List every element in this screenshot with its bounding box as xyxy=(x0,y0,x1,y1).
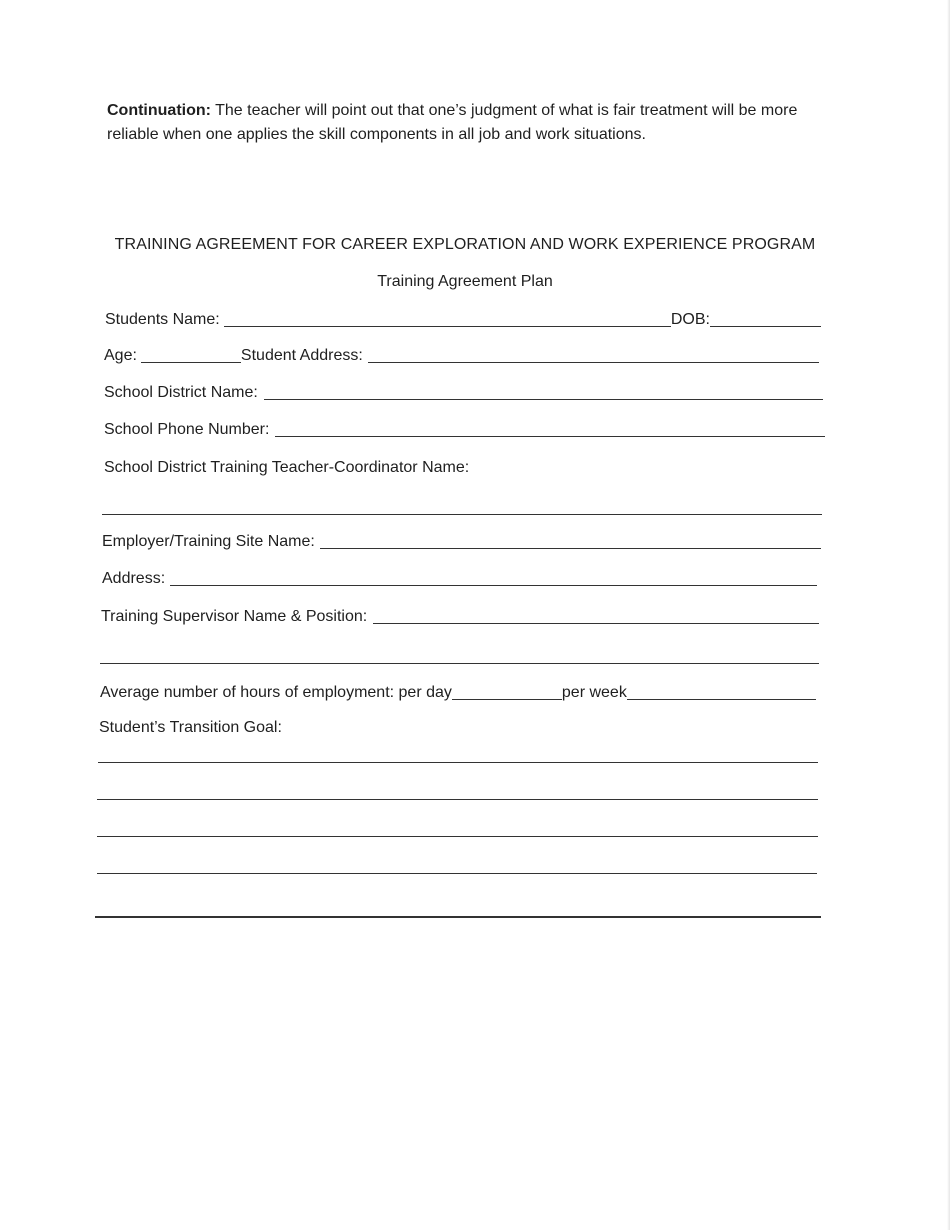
continuation-paragraph xyxy=(107,99,827,147)
student-address-field[interactable] xyxy=(368,361,819,363)
coordinator-label: School District Training Teacher-Coordinator Name: xyxy=(104,459,470,476)
hours-per-day-label: Average number of hours of employment: per day xyxy=(100,684,452,701)
students-name-row xyxy=(105,309,821,331)
employer-address-row xyxy=(102,568,817,590)
students-name-label: Students Name: xyxy=(105,311,220,328)
form-title: TRAINING AGREEMENT FOR CAREER EXPLORATION AND WORK EXPERIENCE PROGRAM xyxy=(114,236,816,253)
transition-goal-line[interactable] xyxy=(97,799,818,800)
supervisor-field[interactable] xyxy=(373,622,819,624)
continuation-label: Continuation: xyxy=(107,102,211,119)
transition-goal-line[interactable] xyxy=(97,836,818,837)
school-district-name-field[interactable] xyxy=(264,398,823,400)
supervisor-row xyxy=(101,606,819,628)
age-field[interactable] xyxy=(141,361,241,363)
school-phone-label: School Phone Number: xyxy=(104,421,270,438)
continuation-text: The teacher will point out that one’s judgment of what is fair treatment will be more reliable when one applies the skill components in all job and work situations. xyxy=(107,102,798,143)
transition-goal-row xyxy=(99,717,815,739)
age-label: Age: xyxy=(104,347,137,364)
hours-per-day-field[interactable] xyxy=(452,698,562,700)
transition-goal-line[interactable] xyxy=(97,873,817,874)
supervisor-field-continued[interactable] xyxy=(100,663,819,664)
transition-goal-label: Student’s Transition Goal: xyxy=(99,719,282,736)
dob-field[interactable] xyxy=(710,325,821,327)
employer-address-field[interactable] xyxy=(170,584,817,586)
school-phone-row xyxy=(104,419,825,441)
transition-goal-line[interactable] xyxy=(98,762,818,763)
transition-goal-line[interactable] xyxy=(95,916,821,918)
school-district-name-label: School District Name: xyxy=(104,384,258,401)
coordinator-field[interactable] xyxy=(102,514,822,515)
school-district-name-row xyxy=(104,382,823,404)
school-phone-field[interactable] xyxy=(275,435,825,437)
employer-address-label: Address: xyxy=(102,570,166,587)
coordinator-row xyxy=(104,457,825,479)
hours-row xyxy=(100,682,816,704)
supervisor-label: Training Supervisor Name & Position: xyxy=(101,608,368,625)
form-subtitle: Training Agreement Plan xyxy=(377,273,553,290)
students-name-field[interactable] xyxy=(224,325,671,327)
employer-row xyxy=(102,531,821,553)
dob-label: DOB: xyxy=(670,311,710,328)
per-week-label: per week xyxy=(561,684,627,701)
student-address-label: Student Address: xyxy=(240,347,363,364)
employer-field[interactable] xyxy=(320,547,821,549)
employer-label: Employer/Training Site Name: xyxy=(102,533,315,550)
hours-per-week-field[interactable] xyxy=(627,698,816,700)
age-address-row xyxy=(104,345,819,367)
